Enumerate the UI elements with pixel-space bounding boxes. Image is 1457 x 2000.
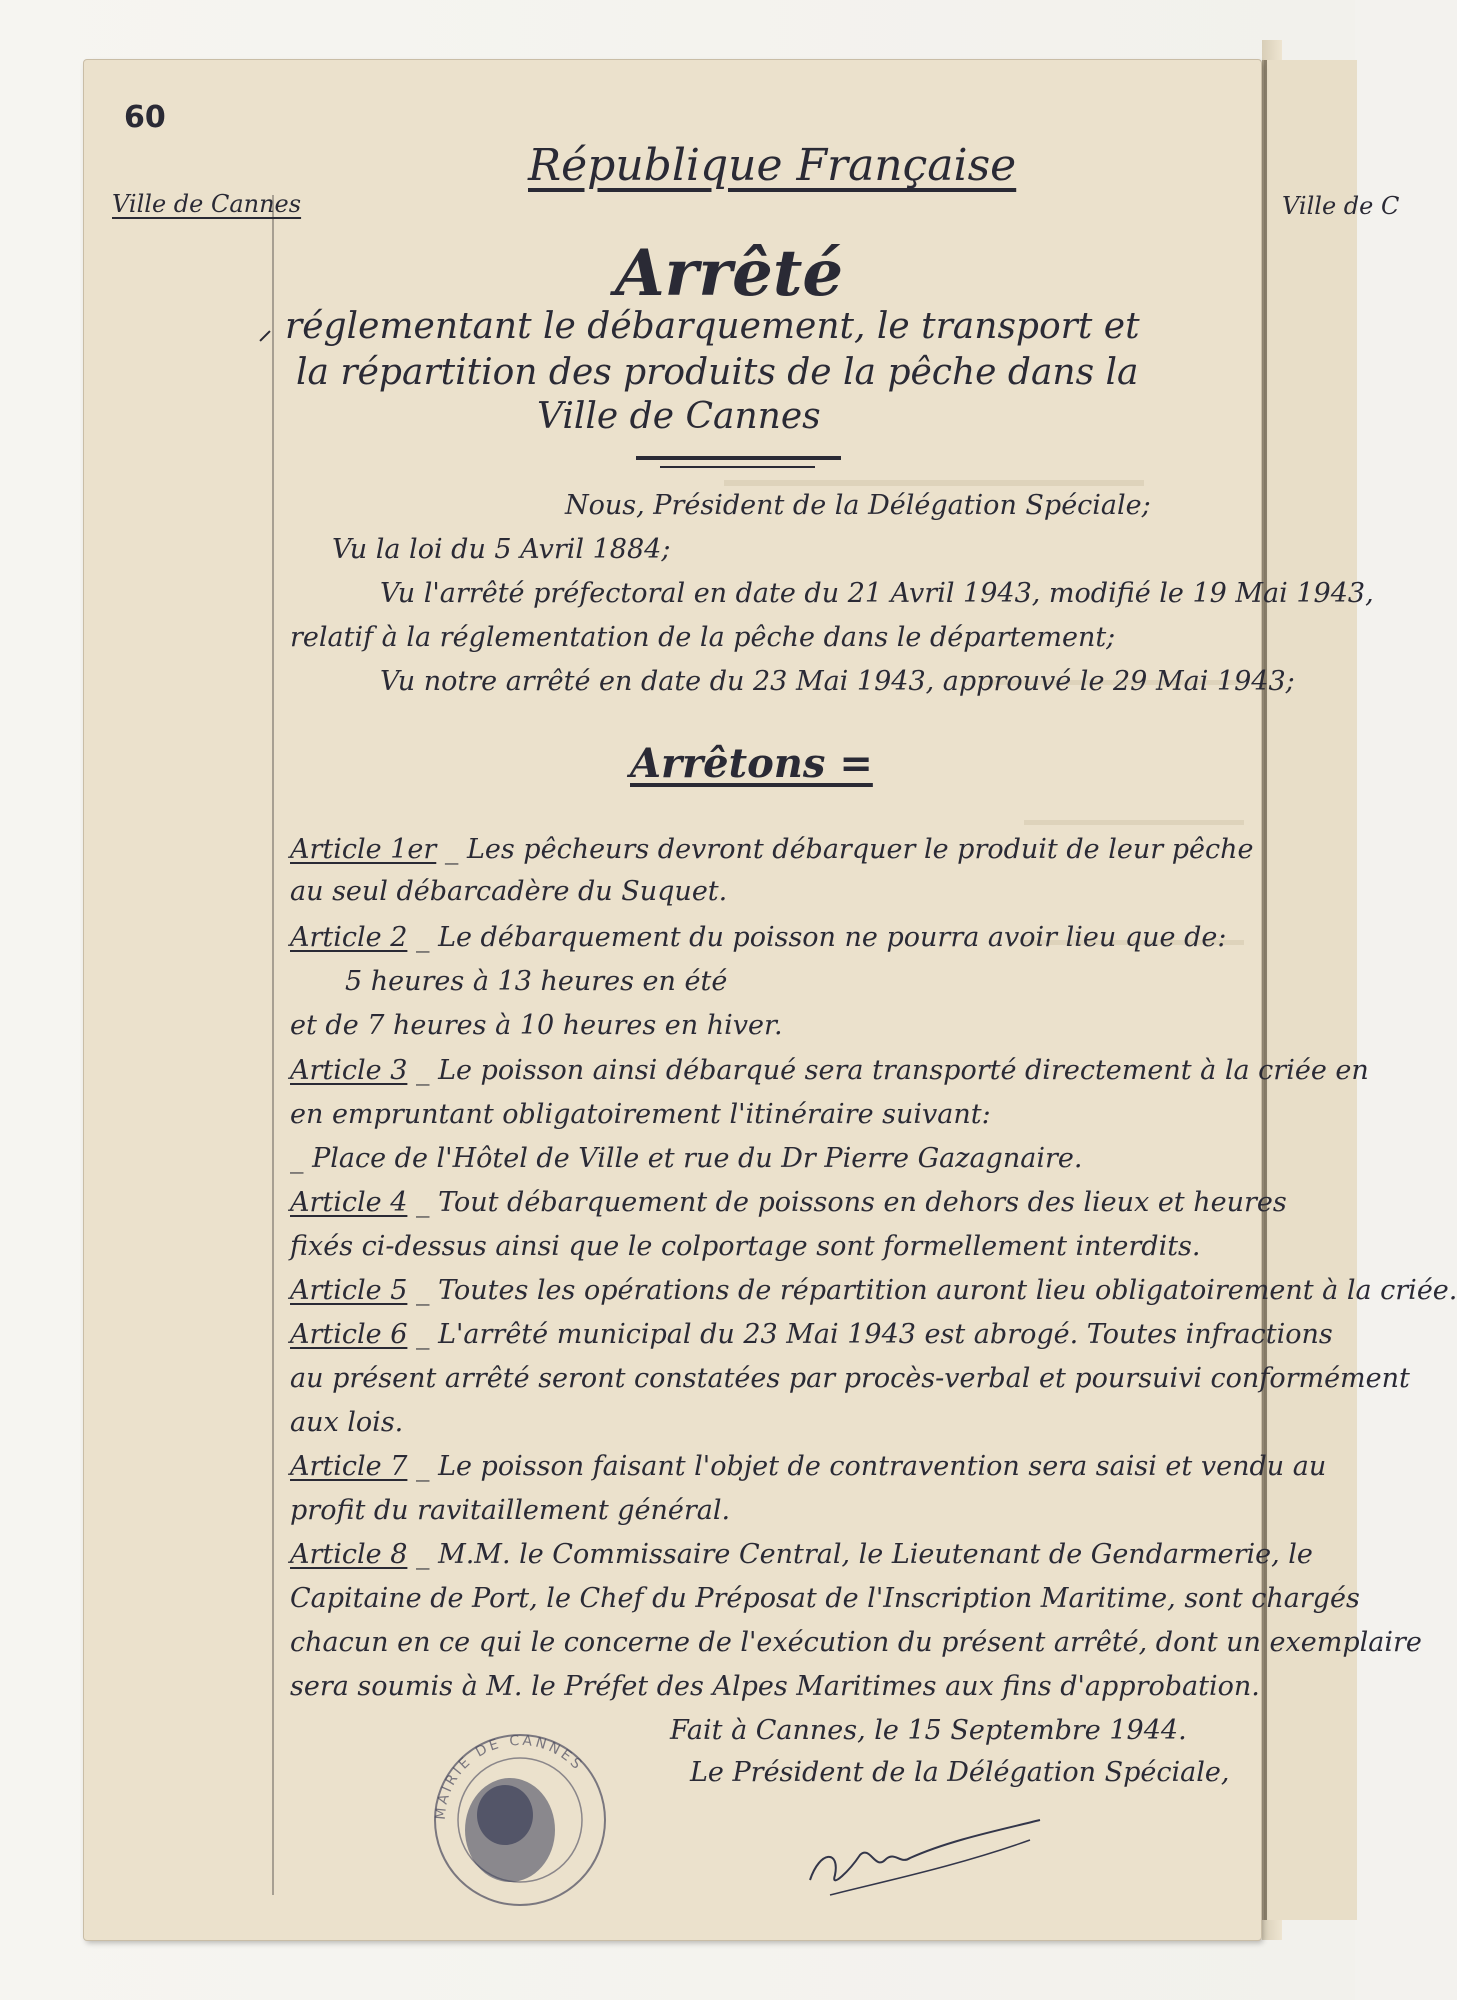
article-text: _ Toutes les opérations de répartition auront lieu obligatoirement à la criée. — [415, 1275, 1457, 1306]
article-label: Article 6 — [290, 1319, 408, 1350]
preamble-line: relatif à la réglementation de la pêche dans le département; — [290, 622, 1116, 653]
article-text: _ Tout débarquement de poissons en dehors des lieux et heures — [415, 1187, 1287, 1218]
article-line: _ Place de l'Hôtel de Ville et rue du Dr Pierre Gazagnaire. — [290, 1143, 1083, 1174]
preamble-line: Vu notre arrêté en date du 23 Mai 1943, approuvé le 29 Mai 1943; — [380, 666, 1295, 697]
document-type: Arrêté — [615, 236, 844, 311]
adjacent-page-margin-title: Ville de C — [1282, 192, 1400, 220]
svg-text:MAIRIE DE CANNES: MAIRIE DE CANNES — [432, 1732, 587, 1821]
article-text: _ M.M. le Commissaire Central, le Lieutenant de Gendarmerie, le — [415, 1539, 1313, 1570]
article-line: et de 7 heures à 10 heures en hiver. — [290, 1010, 783, 1041]
article-line — [290, 922, 1226, 953]
margin-rule — [272, 195, 274, 1895]
subtitle-line: Ville de Cannes — [537, 396, 821, 437]
bleed-through — [724, 480, 1144, 486]
margin-title: Ville de Cannes — [112, 190, 302, 218]
preamble-line: Vu l'arrêté préfectoral en date du 21 Avril 1943, modifié le 19 Mai 1943, — [380, 578, 1374, 609]
article-line — [290, 1055, 1369, 1086]
article-label: Article 4 — [290, 1187, 408, 1218]
article-line: aux lois. — [290, 1407, 404, 1438]
preamble-line: Vu la loi du 5 Avril 1884; — [332, 534, 671, 565]
article-line: au seul débarcadère du Suquet. — [290, 876, 728, 907]
closing-signatory: Le Président de la Délégation Spéciale, — [690, 1757, 1230, 1788]
signature — [800, 1810, 1050, 1900]
section-heading: Arrêtons = — [630, 740, 873, 787]
article-line — [290, 1187, 1287, 1218]
title-rule — [660, 466, 815, 468]
article-line: profit du ravitaillement général. — [290, 1495, 731, 1526]
article-label: Article 3 — [290, 1055, 408, 1086]
article-line: en empruntant obligatoirement l'itinéraire suivant: — [290, 1099, 991, 1130]
article-line — [290, 1275, 1457, 1306]
article-label: Article 2 — [290, 922, 408, 953]
closing-place-date: Fait à Cannes, le 15 Septembre 1944. — [670, 1715, 1187, 1746]
title-rule — [636, 456, 841, 460]
article-label: Article 7 — [290, 1451, 408, 1482]
article-text: _ Le poisson ainsi débarqué sera transporté directement à la criée en — [415, 1055, 1369, 1086]
article-text: _ Les pêcheurs devront débarquer le produit de leur pêche — [444, 834, 1254, 865]
folio-number: 60 — [124, 100, 166, 135]
article-line — [290, 1319, 1333, 1350]
bleed-through — [1024, 820, 1244, 825]
article-text: _ Le débarquement du poisson ne pourra avoir lieu que de: — [415, 922, 1227, 953]
article-line — [290, 1539, 1313, 1570]
article-text: _ L'arrêté municipal du 23 Mai 1943 est abrogé. Toutes infractions — [415, 1319, 1333, 1350]
article-line: sera soumis à M. le Préfet des Alpes Maritimes aux fins d'approbation. — [290, 1671, 1260, 1702]
article-line — [290, 834, 1253, 865]
article-line — [290, 1451, 1326, 1482]
article-label: Article 1er — [290, 834, 437, 865]
article-text: _ Le poisson faisant l'objet de contravention sera saisi et vendu au — [415, 1451, 1327, 1482]
article-line: fixés ci-dessus ainsi que le colportage sont formellement interdits. — [290, 1231, 1201, 1262]
subtitle-line: la répartition des produits de la pêche dans la — [296, 352, 1139, 393]
article-line: au présent arrêté seront constatées par procès-verbal et poursuivi conformément — [290, 1363, 1410, 1394]
subtitle-line: réglementant le débarquement, le transport et — [285, 306, 1140, 347]
article-line: 5 heures à 13 heures en été — [345, 966, 728, 997]
article-label: Article 5 — [290, 1275, 408, 1306]
town-hall-stamp — [410, 1680, 670, 1940]
preamble-line: Nous, Président de la Délégation Spéciale; — [565, 490, 1151, 521]
article-line: chacun en ce qui le concerne de l'exécution du présent arrêté, dont un exemplaire — [290, 1627, 1422, 1658]
article-label: Article 8 — [290, 1539, 408, 1570]
header-title: République Française — [528, 140, 1017, 191]
article-line: Capitaine de Port, le Chef du Préposat de l'Inscription Maritime, sont chargés — [290, 1583, 1360, 1614]
